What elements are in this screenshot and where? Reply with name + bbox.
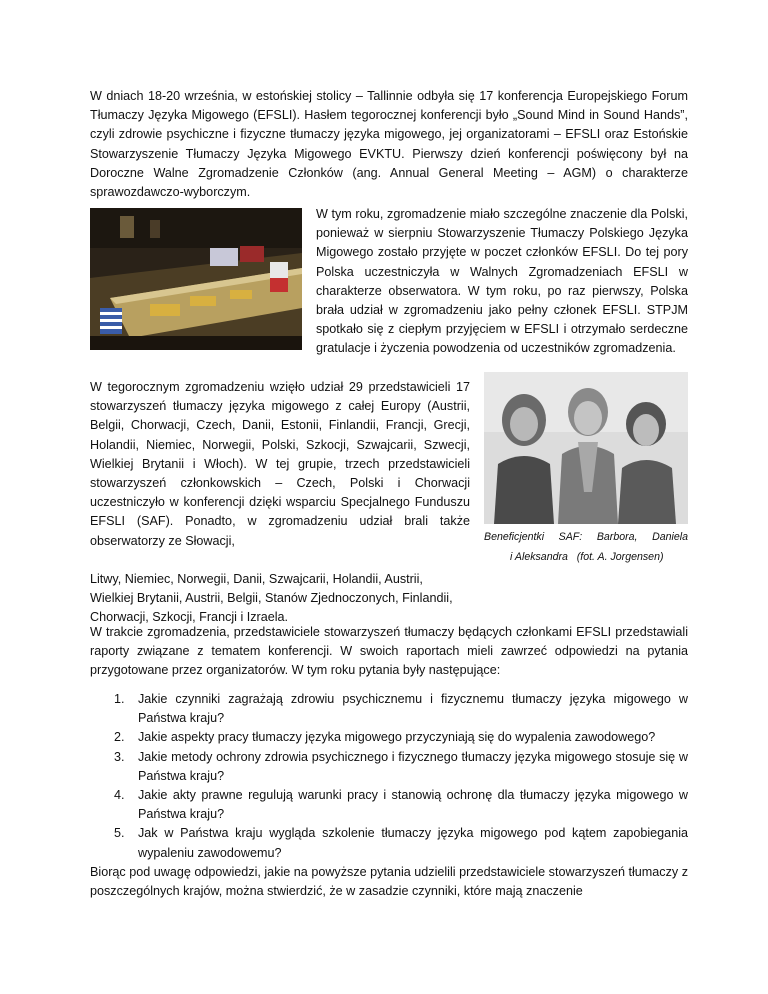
three-women-image	[484, 372, 688, 524]
participants-paragraph: W tegorocznym zgromadzeniu wzięło udział 29 przedstawicieli 17 stowarzyszeń tłumaczy języka migowego z całej Europy (Austrii, Belgii, Chorwacji, Czech, Danii, Estonii, Finlandii, Francji, Grecji, Holandii, Niemiec, Norwegii, Polski, Szkocji, Szwajcarii, Szwecji, Wielkiej Brytanii i Włoch). W tej grupie, trzech przedstawicieli stowarzyszeń członkowskich – Czech, Polski i Chorwacji uczestniczyło w konferencji dzięki wsparciu Specjalnego Funduszu EFSLI (SAF). Ponadto, w zgromadzeniu udział brali także obserwatorzy ze Słowacji,	[90, 380, 470, 548]
list-item-number: 1.	[114, 692, 125, 706]
list-item-number: 4.	[114, 788, 125, 803]
list-item-text: Jakie aspekty pracy tłumaczy języka migowego przyczyniają się do wypalenia zawodowego?	[138, 730, 656, 745]
list-item-number: 2.	[114, 730, 125, 745]
participants-continuation	[90, 570, 470, 628]
caption-line-2: i Aleksandra (fot. A. Jorgensen)	[510, 551, 664, 563]
caption-line-1: Beneficjentki SAF: Barbora, Daniela	[484, 531, 688, 543]
list-item-number: 3.	[114, 749, 125, 764]
photo-caption	[484, 527, 688, 567]
list-item	[90, 824, 688, 862]
intro-paragraph: W dniach 18-20 września, w estońskiej stolicy – Tallinnie odbyła się 17 konferencja Europejskiego Forum Tłumaczy Języka Migowego (EFSLI). Hasłem tegorocznej konferencji było „Sound Mind in Sound Hands”, czyli zdrowie psychiczne i fizyczne tłumaczy języka migowego, jej organizatorami – EFSLI oraz Estońskie Stowarzyszenie Tłumaczy Języka Migowego EVKTU. Pierwszy dzień konferencji poświęcony był na Doroczne Walne Zgromadzenie Członków (ang. Annual General Meeting – AGM) o charakterze sprawozdawczo-wyborczym.	[90, 89, 688, 200]
poland-membership-paragraph: W tym roku, zgromadzenie miało szczególne znaczenie dla Polski, ponieważ w sierpniu Stowarzyszenie Tłumaczy Polskiego Języka Migowego zostało przyjęte w poczet członków EFSLI. Do tej pory Polska uczestniczyła w Walnych Zgromadzeniach EFSLI w charakterze obserwatora. W tym roku, po raz pierwszy, Polska brała udział w zgromadzeniu jako pełny członek EFSLI. STPJM spotkało się z ciepłym przyjęciem w EFSLI i otrzymało serdeczne gratulacje i życzenia powodzenia od uczestników zgromadzenia.	[316, 207, 688, 356]
list-item-text: Jakie czynniki zagrażają zdrowiu psychicznemu i fizycznemu tłumaczy języka migowego w Państwa kraju?	[138, 692, 688, 726]
list-item-text: Jak w Państwa kraju wygląda szkolenie tłumaczy języka migowego pod kątem zapobiegania wypaleniu zawodowemu?	[138, 826, 688, 860]
list-item	[90, 728, 688, 747]
list-item-text: Jakie akty prawne regulują warunki pracy i stanowią ochronę dla tłumaczy języka migowego w Państwa kraju?	[138, 788, 688, 822]
list-item-text: Jakie metody ochrony zdrowia psychicznego i fizycznego tłumaczy języka migowego stosuje się w Państwa kraju?	[138, 749, 688, 783]
conference-table-image	[90, 208, 302, 350]
questions-list	[90, 690, 688, 863]
participants-line-2: Wielkiej Brytanii, Austrii, Belgii, Stanów Zjednoczonych, Finlandii,	[90, 591, 453, 606]
reports-paragraph: W trakcie zgromadzenia, przedstawiciele stowarzyszeń tłumaczy będących członkami EFSLI przedstawiali raporty związane z tematem konferencji. W swoich raportach mieli zawrzeć odpowiedzi na pytania przygotowane przez organizatorów. W tym roku pytania były następujące:	[90, 625, 688, 678]
list-item	[90, 786, 688, 824]
list-item-number: 5.	[114, 826, 125, 841]
participants-line-3: Chorwacji, Szkocji, Francji i Izraela.	[90, 610, 289, 625]
list-item	[90, 690, 688, 728]
assembly-room-photo	[90, 208, 302, 350]
saf-beneficiaries-photo	[484, 372, 688, 524]
participants-line-1: Litwy, Niemiec, Norwegii, Danii, Szwajcarii, Holandii, Austrii,	[90, 572, 423, 586]
list-item	[90, 748, 688, 786]
conclusion-paragraph: Biorąc pod uwagę odpowiedzi, jakie na powyższe pytania udzielili przedstawiciele stowarzyszeń tłumaczy z poszczególnych krajów, można stwierdzić, że w zasadzie czynniki, które mają znaczenie	[90, 865, 688, 899]
